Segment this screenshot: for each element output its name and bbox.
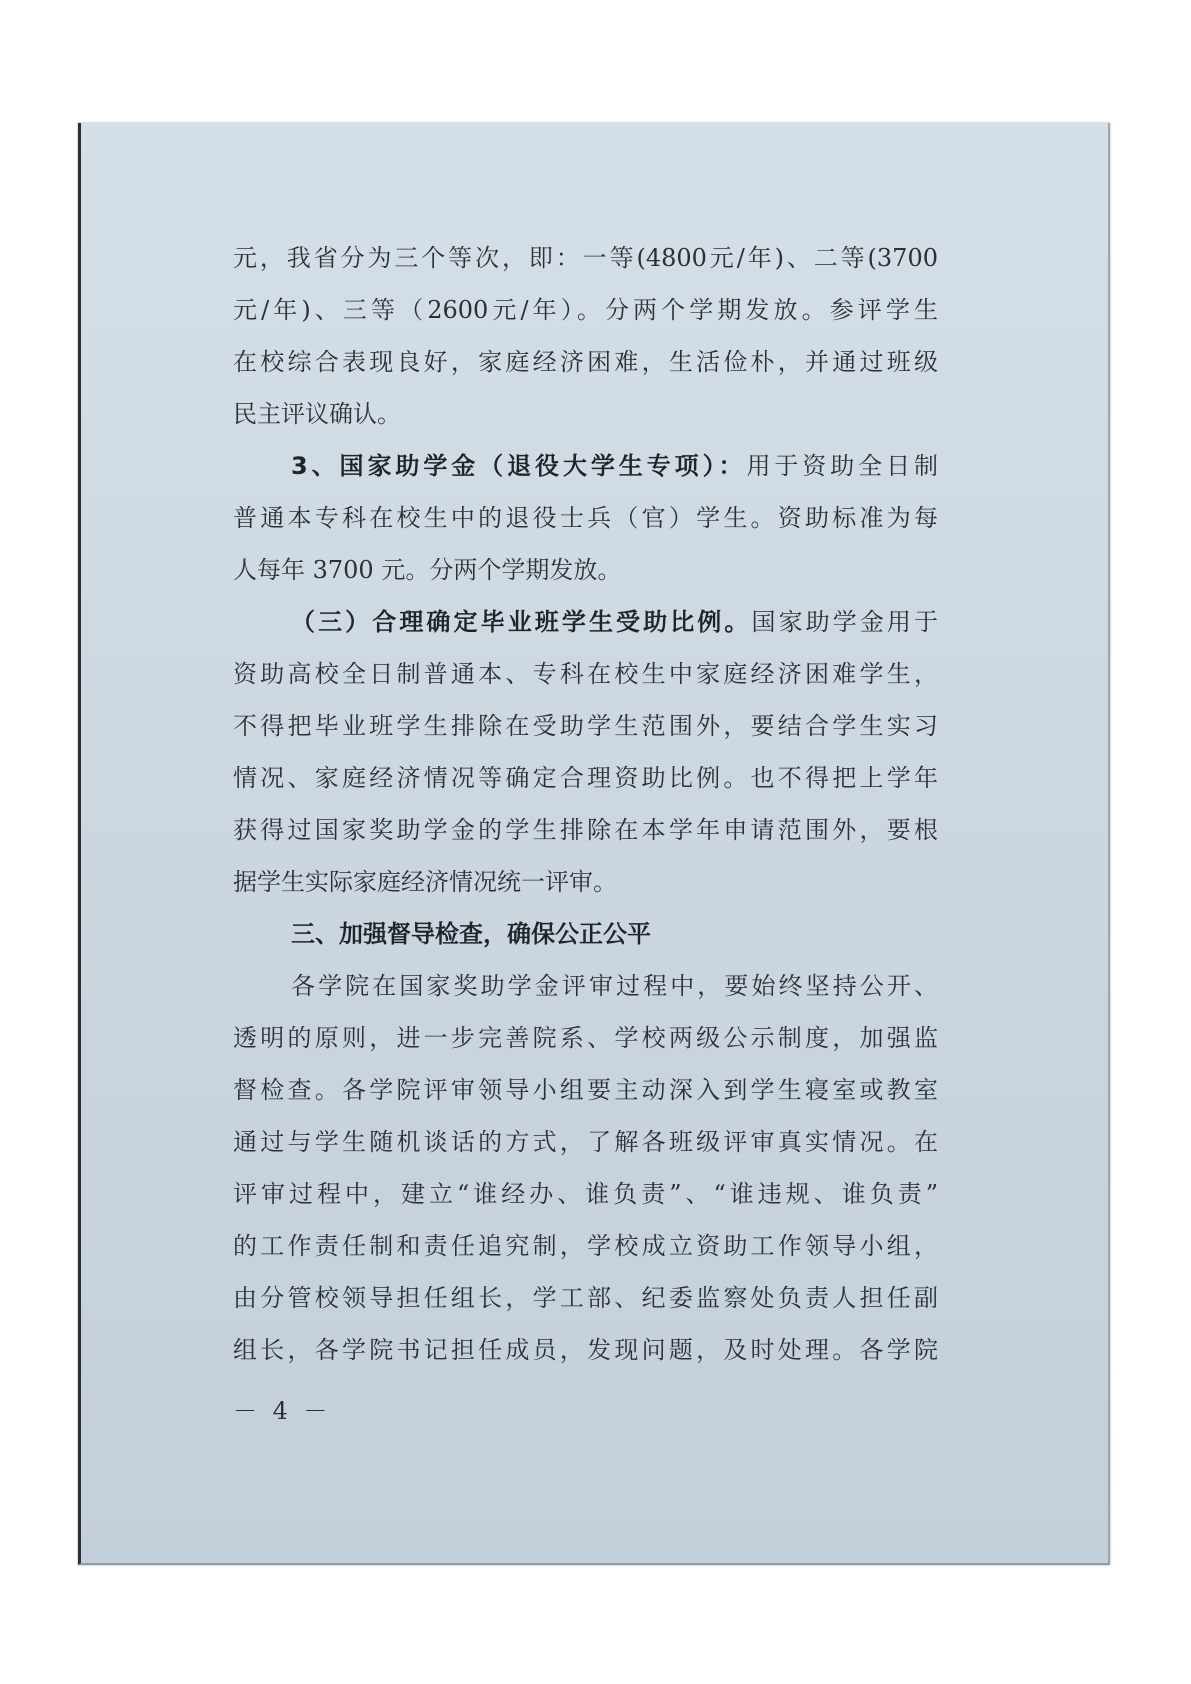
body-line: 在校综合表现良好，家庭经济困难，生活俭朴，并通过班级 [233, 348, 938, 376]
body-line: 据学生实际家庭经济情况统一评审。 [233, 868, 617, 896]
body-line: 通过与学生随机谈话的方式，了解各班级评审真实情况。在 [233, 1128, 938, 1156]
body-line: 的工作责任制和责任追究制，学校成立资助工作领导小组， [233, 1232, 938, 1260]
item3-heading-rest: 用于资助全日制 [746, 452, 939, 480]
body-line: 普通本专科在校生中的退役士兵（官）学生。资助标准为每 [233, 504, 938, 532]
subsection-heading: （三）合理确定毕业班学生受助比例。 [291, 608, 752, 636]
body-line: 情况、家庭经济情况等确定合理资助比例。也不得把上学年 [233, 764, 938, 792]
body-line: 民主评议确认。 [233, 400, 401, 428]
item3-heading-line [233, 449, 938, 483]
body-line: 督检查。各学院评审领导小组要主动深入到学生寝室或教室 [233, 1076, 938, 1104]
page-number: － 4 － [233, 1397, 332, 1425]
body-line: 元/年)、三等（2600元/年）。分两个学期发放。参评学生 [233, 296, 938, 324]
body-line: 由分管校领导担任组长，学工部、纪委监察处负责人担任副 [233, 1284, 938, 1312]
item3-heading: 3、国家助学金（退役大学生专项）： [291, 452, 747, 480]
body-line: 透明的原则，进一步完善院系、学校两级公示制度，加强监 [233, 1024, 938, 1052]
document-page [78, 123, 1110, 1565]
subsection-heading-line [233, 605, 938, 639]
body-line: 人每年 3700 元。分两个学期发放。 [233, 556, 622, 584]
body-line: 组长，各学院书记担任成员，发现问题，及时处理。各学院 [233, 1336, 938, 1364]
body-line: 资助高校全日制普通本、专科在校生中家庭经济困难学生， [233, 660, 938, 688]
body-line: 元，我省分为三个等次，即：一等(4800元/年)、二等(3700 [233, 244, 938, 272]
body-line: 评审过程中，建立“谁经办、谁负责”、“谁违规、谁负责” [233, 1180, 938, 1208]
section-heading: 三、加强督导检查，确保公正公平 [291, 920, 651, 948]
body-line: 不得把毕业班学生排除在受助学生范围外，要结合学生实习 [233, 712, 938, 740]
body-line: 各学院在国家奖助学金评审过程中，要始终坚持公开、 [291, 972, 938, 1000]
subsection-heading-rest: 国家助学金用于 [751, 608, 939, 636]
body-line: 获得过国家奖助学金的学生排除在本学年申请范围外，要根 [233, 816, 938, 844]
